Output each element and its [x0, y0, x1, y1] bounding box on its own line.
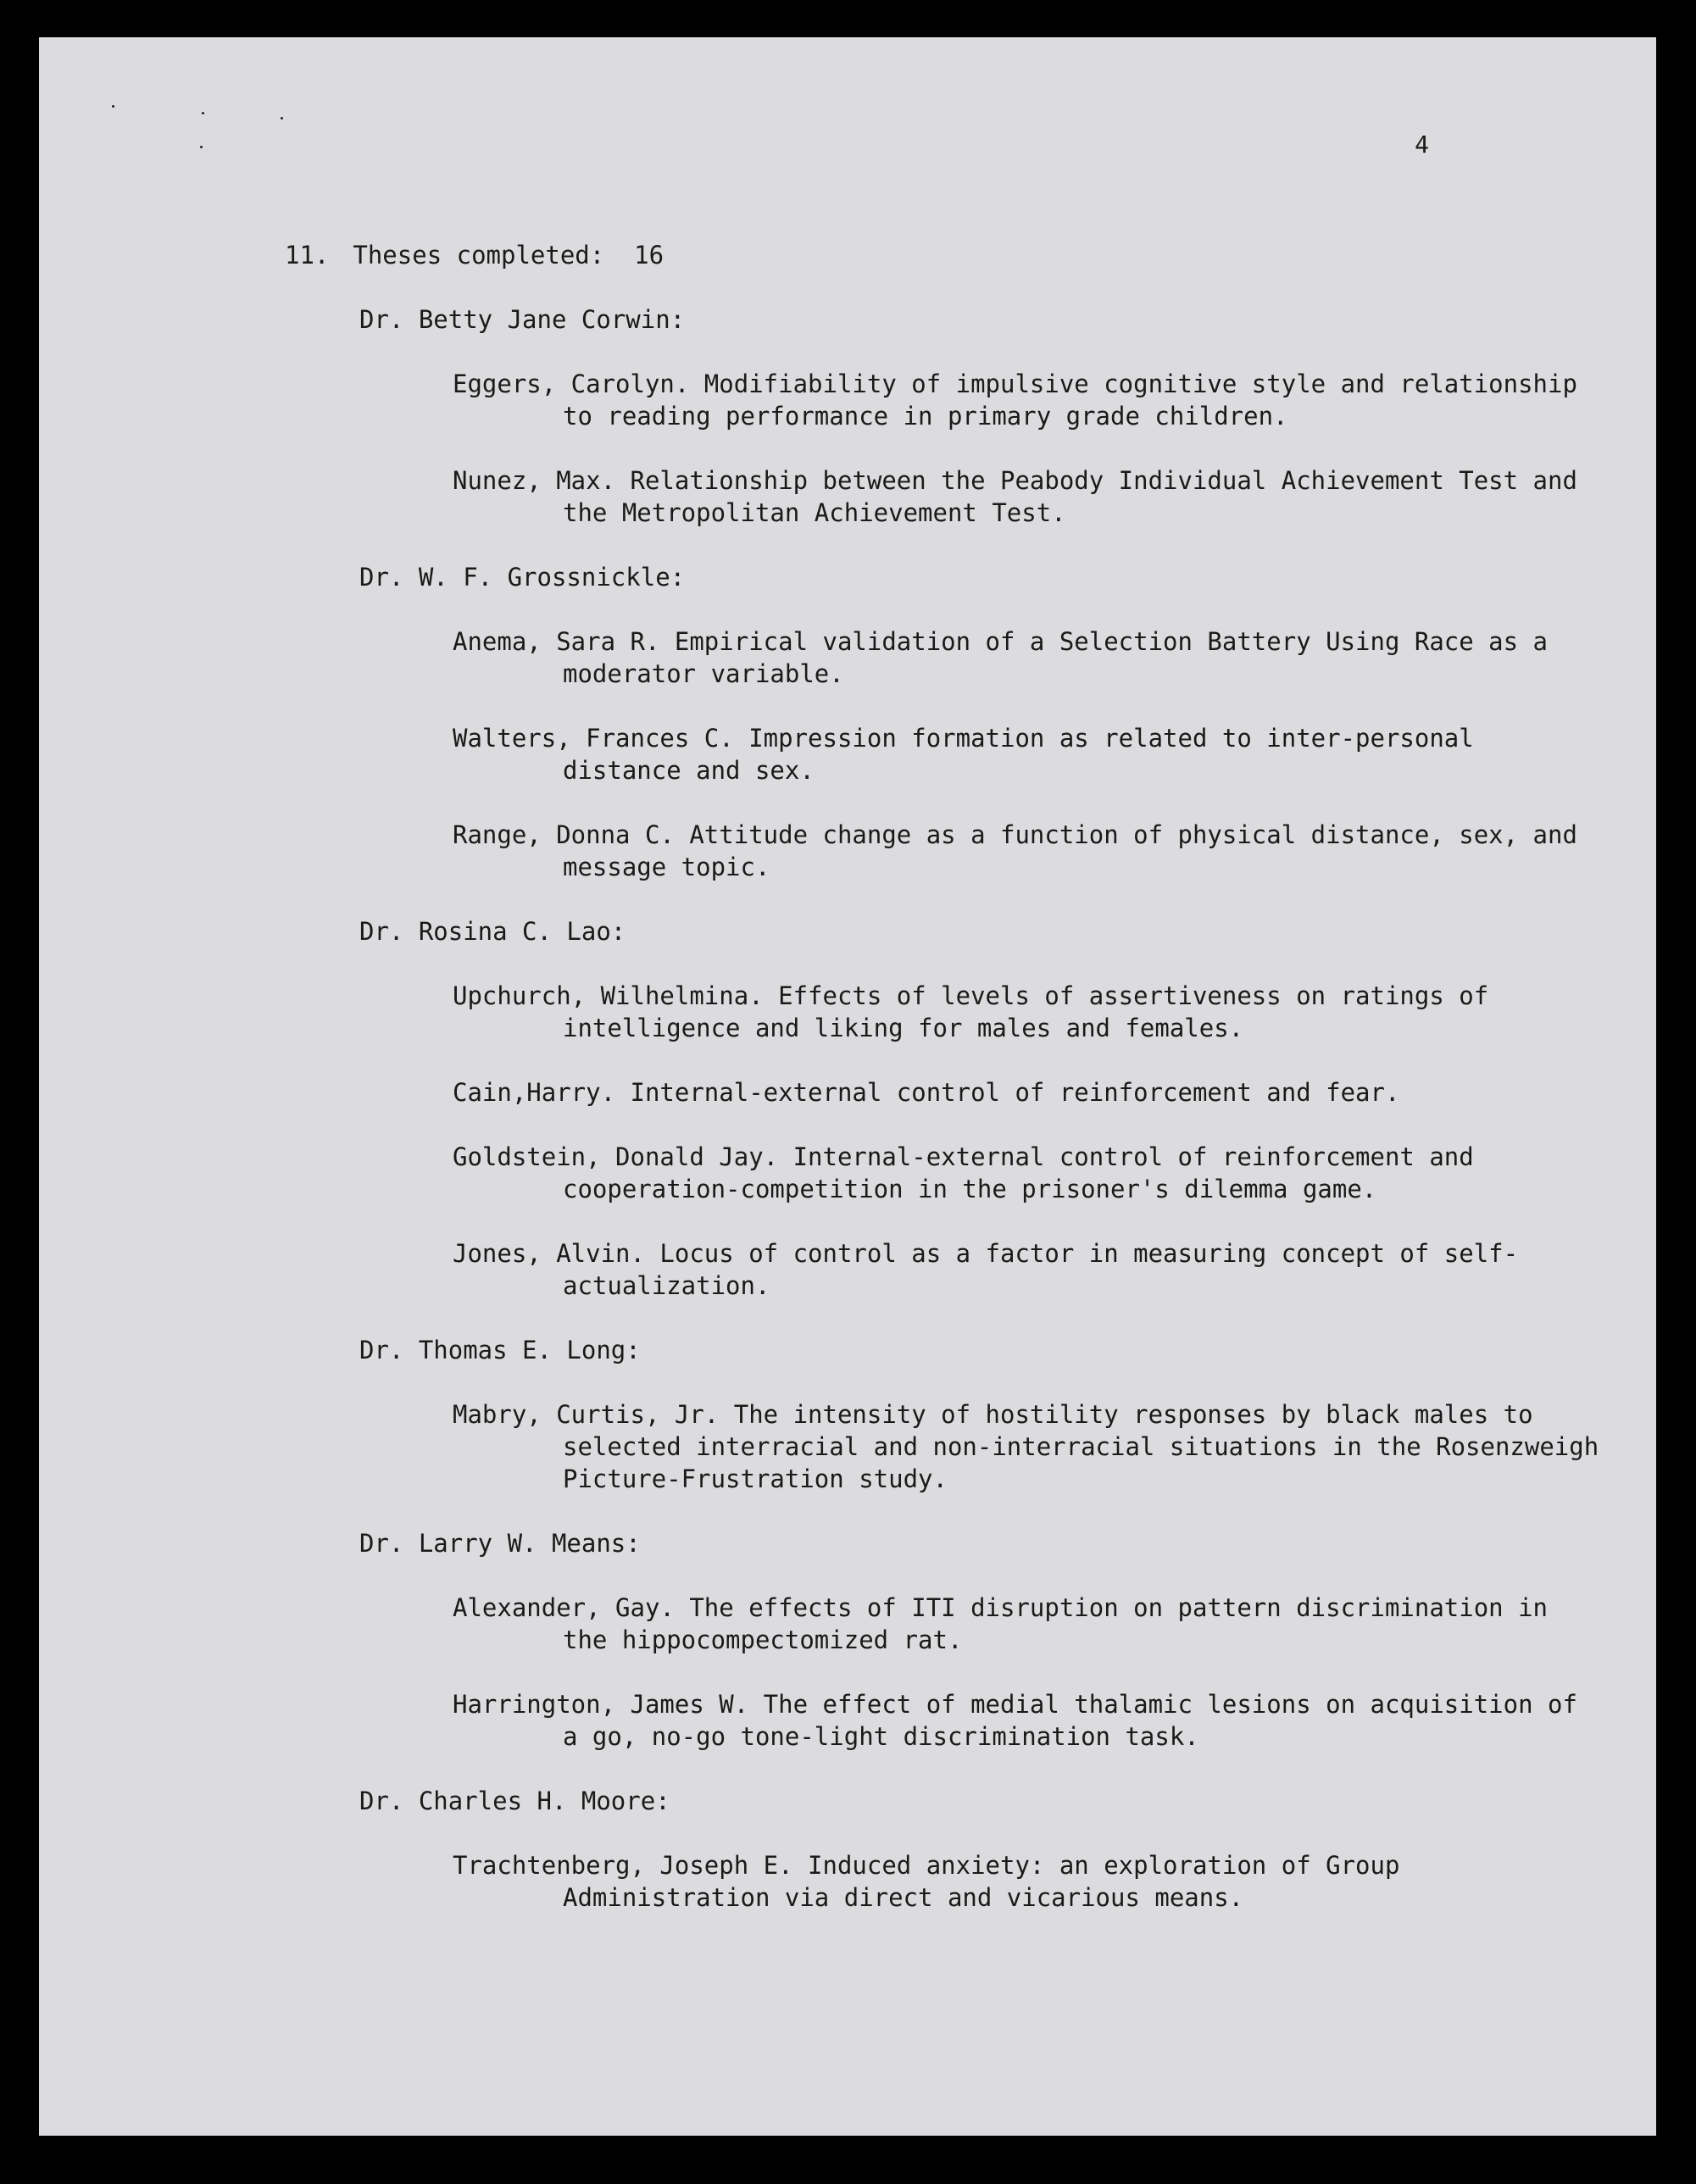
- advisor-name: Dr. W. F. Grossnickle:: [359, 563, 686, 592]
- thesis-entry: Goldstein, Donald Jay. Internal-external control of reinforcement and cooperation-competition in the prisoner's dilemma game.: [453, 1142, 1474, 1203]
- advisor-block: [359, 303, 1607, 529]
- theses-count: 16: [634, 241, 664, 270]
- thesis-entry: Eggers, Carolyn. Modifiability of impulsive cognitive style and relationship to reading performance in primary grade children.: [453, 370, 1577, 431]
- thesis-entry: Harrington, James W. The effect of medial thalamic lesions on acquisition of a go, no-go tone-light discrimination task.: [453, 1690, 1577, 1751]
- advisor-name: Dr. Betty Jane Corwin:: [359, 305, 686, 334]
- advisor-block: [359, 1527, 1607, 1753]
- advisor-block: [359, 561, 1607, 883]
- advisor-name: Dr. Thomas E. Long:: [359, 1336, 641, 1364]
- thesis-entry: Mabry, Curtis, Jr. The intensity of hostility responses by black males to selected interracial and non-interracial situations in the Rosenzweigh Picture-Frustration study.: [453, 1400, 1599, 1493]
- advisor-name: Dr. Rosina C. Lao:: [359, 917, 626, 946]
- thesis-entry: Trachtenberg, Joseph E. Induced anxiety: an exploration of Group Administration via direct and vicarious means.: [453, 1851, 1400, 1912]
- advisor-name: Dr. Larry W. Means:: [359, 1529, 641, 1558]
- section-heading: [285, 239, 1607, 271]
- thesis-entry: Alexander, Gay. The effects of ITI disruption on pattern discrimination in the hippocompectomized rat.: [453, 1593, 1549, 1654]
- page-number: 4: [1415, 131, 1429, 158]
- advisor-block: [359, 1785, 1607, 1914]
- section-number: 11.: [285, 241, 330, 270]
- thesis-entry: Jones, Alvin. Locus of control as a factor in measuring concept of self-actualization.: [453, 1239, 1519, 1300]
- advisor-block: [359, 1334, 1607, 1495]
- thesis-entry: Upchurch, Wilhelmina. Effects of levels of assertiveness on ratings of intelligence and liking for males and females.: [453, 981, 1489, 1042]
- thesis-entry: Range, Donna C. Attitude change as a function of physical distance, sex, and message topic.: [453, 820, 1577, 881]
- advisor-block: [359, 915, 1607, 1302]
- section-title-wrapper: [353, 239, 664, 271]
- thesis-entry: Anema, Sara R. Empirical validation of a Selection Battery Using Race as a moderator variable.: [453, 627, 1549, 688]
- thesis-entry: Cain,Harry. Internal-external control of reinforcement and fear.: [453, 1078, 1400, 1107]
- theses-section: [285, 239, 1607, 1946]
- advisor-name: Dr. Charles H. Moore:: [359, 1787, 670, 1815]
- document-page: [39, 37, 1656, 2136]
- thesis-entry: Nunez, Max. Relationship between the Peabody Individual Achievement Test and the Metropolitan Achievement Test.: [453, 466, 1577, 527]
- section-title: Theses completed:: [353, 241, 605, 270]
- thesis-entry: Walters, Frances C. Impression formation as related to inter-personal distance and sex.: [453, 724, 1474, 785]
